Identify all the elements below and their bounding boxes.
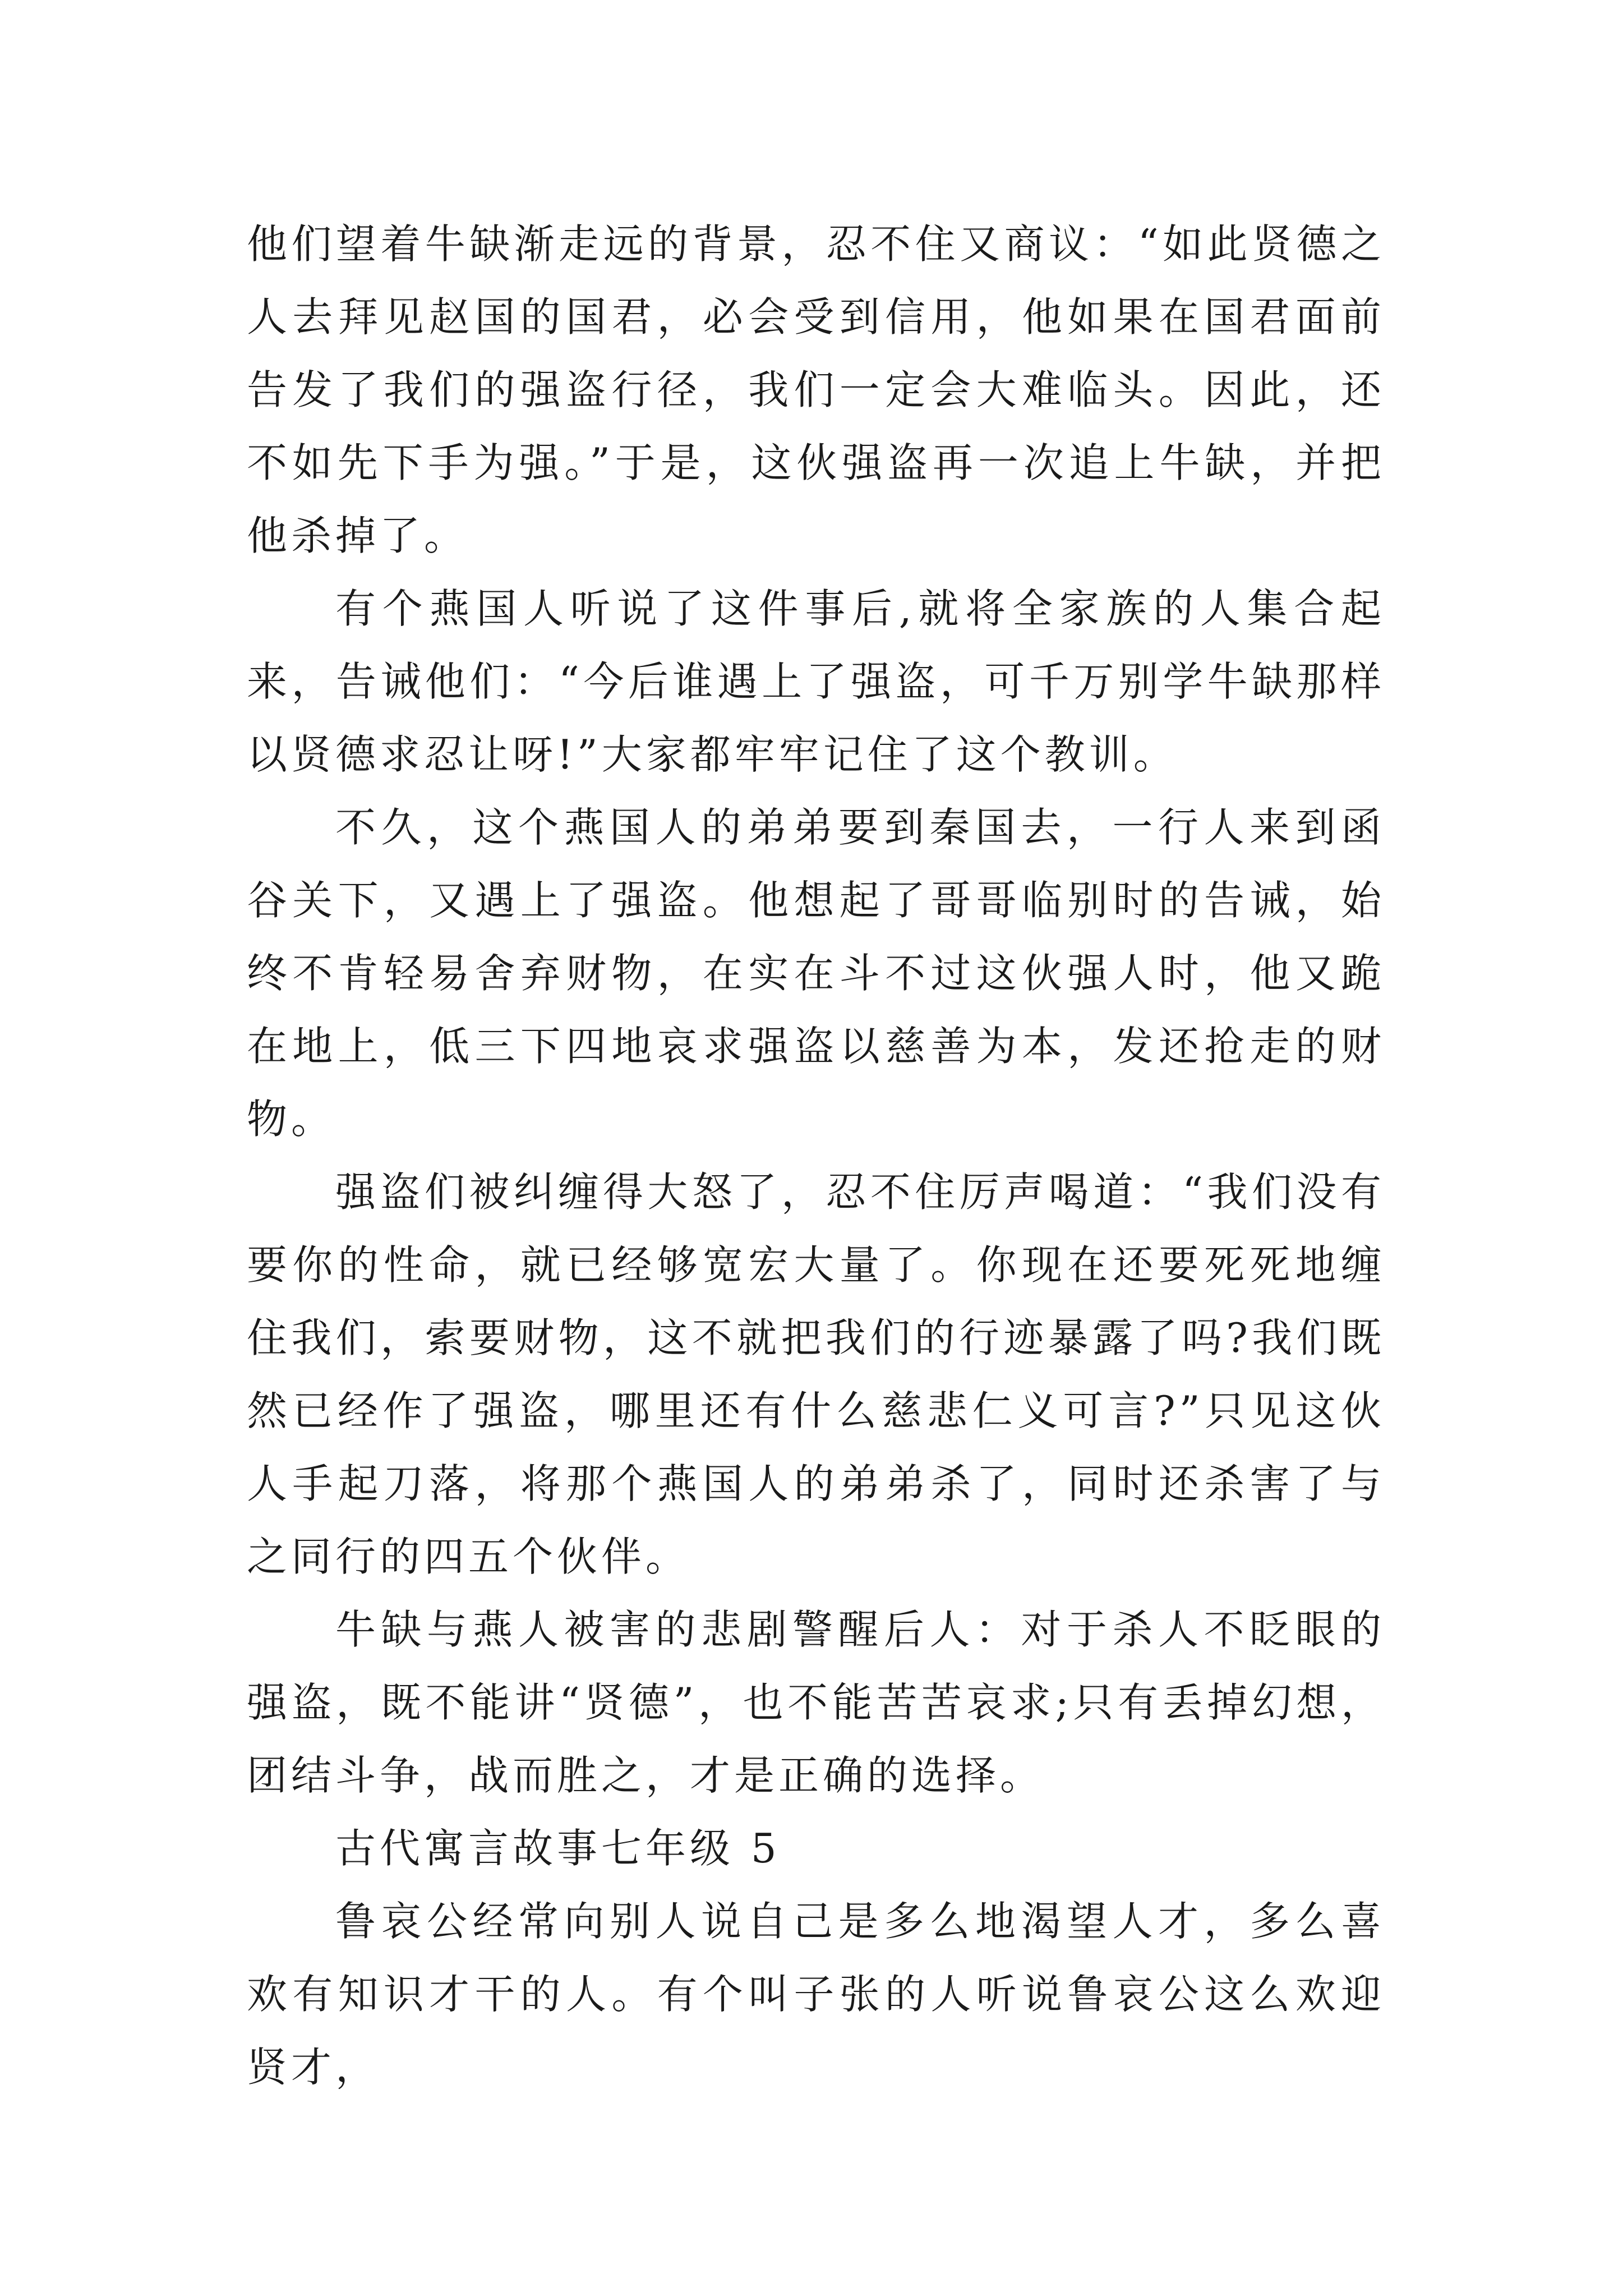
paragraph: 强盗们被纠缠得大怒了，忍不住厉声喝道：“我们没有要你的性命，就已经够宽宏大量了。你现在还要死死地缠住我们，索要财物，这不就把我们的行迹暴露了吗?我们既然已经作了强盗，哪里还有什么慈悲仁义可言?”只见这伙人手起刀落，将那个燕国人的弟弟杀了，同时还杀害了与之同行的四五个伙伴。 xyxy=(247,1168,1385,1580)
paragraph: 鲁哀公经常向别人说自己是多么地渴望人才，多么喜欢有知识才干的人。有个叫子张的人听说鲁哀公这么欢迎贤才， xyxy=(247,1898,1385,2091)
paragraph: 不久，这个燕国人的弟弟要到秦国去，一行人来到函谷关下，又遇上了强盗。他想起了哥哥临别时的告诫，始终不肯轻易舍弃财物，在实在斗不过这伙强人时，他又跪在地上，低三下四地哀求强盗以慈善为本，发还抢走的财物。 xyxy=(247,804,1385,1143)
paragraph-continued: 他们望着牛缺渐走远的背景，忍不住又商议：“如此贤德之人去拜见赵国的国君，必会受到信用，他如果在国君面前告发了我们的强盗行径，我们一定会大难临头。因此，还不如先下手为强。”于是，这伙强盗再一次追上牛缺，并把他杀掉了。 xyxy=(247,220,1385,559)
paragraph: 牛缺与燕人被害的悲剧警醒后人：对于杀人不眨眼的强盗，既不能讲“贤德”，也不能苦苦哀求;只有丢掉幻想，团结斗争，战而胜之，才是正确的选择。 xyxy=(247,1606,1385,1799)
body-text xyxy=(247,208,1385,2104)
paragraph: 有个燕国人听说了这件事后,就将全家族的人集合起来，告诫他们：“今后谁遇上了强盗，可千万别学牛缺那样以贤德求忍让呀!”大家都牢牢记住了这个教训。 xyxy=(247,585,1385,778)
section-heading: 古代寓言故事七年级 5 xyxy=(335,1825,781,1872)
